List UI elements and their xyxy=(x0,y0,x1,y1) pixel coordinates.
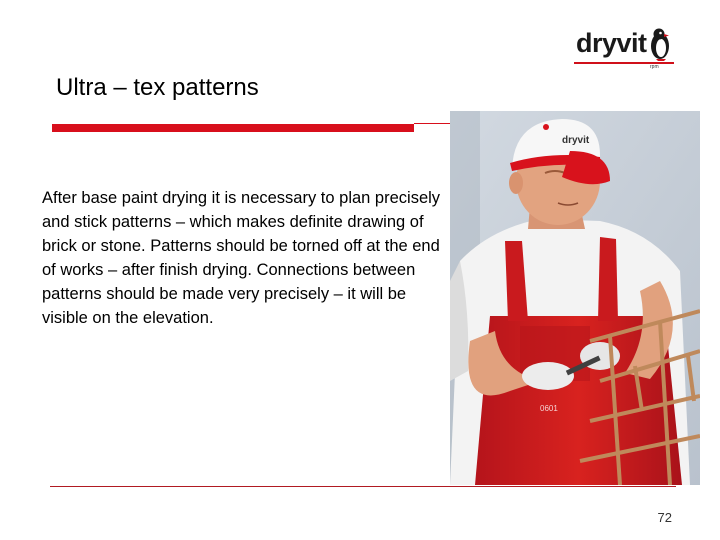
footer-divider xyxy=(50,486,676,487)
logo-subtext: rpm xyxy=(650,64,659,70)
slide-title: Ultra – tex patterns xyxy=(56,74,259,101)
svg-text:dryvit: dryvit xyxy=(562,135,590,146)
page-number: 72 xyxy=(657,510,672,525)
dryvit-logo xyxy=(574,24,678,70)
logo-underline xyxy=(574,62,674,64)
slide-body-text: After base paint drying it is necessary to plan precisely and stick patterns – which makes definite drawing of brick or stone. Patterns should be torned off at the end of works – after finish drying. Connections between patterns should be made very precisely – it will be visible on the elevation. xyxy=(42,189,441,327)
logo-brand-text: dryvit xyxy=(576,28,647,58)
title-accent-line xyxy=(414,123,450,124)
penguin-icon xyxy=(646,26,672,62)
title-accent-bar xyxy=(52,124,414,132)
worker-photo-illustration xyxy=(450,111,700,485)
worker-photo xyxy=(450,111,700,485)
svg-text:0601: 0601 xyxy=(540,404,558,413)
